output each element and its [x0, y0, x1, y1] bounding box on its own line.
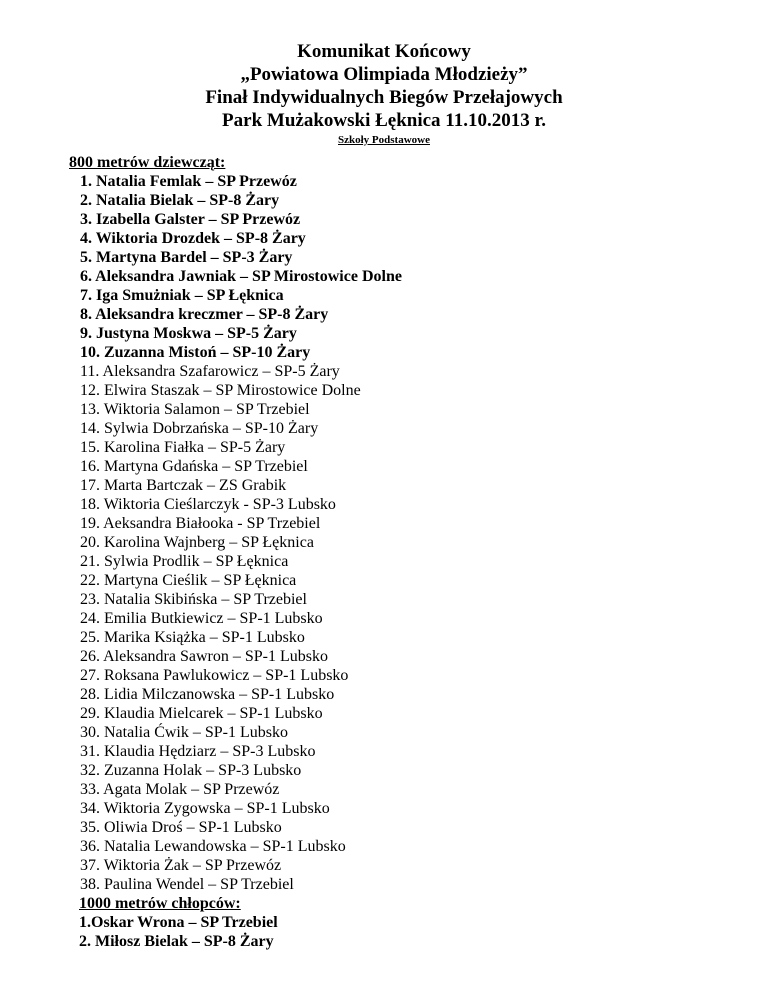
result-place: 25.: [80, 629, 100, 646]
result-item: [69, 552, 749, 571]
result-place: 23.: [80, 591, 100, 608]
result-place: 36.: [80, 838, 100, 855]
result-place: 8.: [80, 306, 92, 323]
result-athlete-school: Zuzanna Mistoń – SP-10 Żary: [104, 344, 311, 361]
result-athlete-school: Martyna Gdańska – SP Trzebiel: [104, 458, 308, 475]
result-place: 29.: [80, 705, 100, 722]
result-place: 1.: [80, 173, 92, 190]
result-place: 38.: [80, 876, 100, 893]
result-item: [69, 191, 749, 210]
result-place: 6.: [80, 268, 92, 285]
result-athlete-school: Aleksandra Szafarowicz – SP-5 Żary: [102, 363, 340, 380]
result-item: [69, 381, 749, 400]
result-item: [69, 932, 749, 951]
result-item: [69, 324, 749, 343]
result-item: [69, 704, 749, 723]
event-location-date: Park Mużakowski Łęknica 11.10.2013 r.: [222, 110, 546, 131]
result-athlete-school: Iga Smużniak – SP Łęknica: [96, 287, 284, 304]
result-athlete-school: Emilia Butkiewicz – SP-1 Lubsko: [104, 610, 323, 627]
result-place: 1.: [79, 914, 91, 931]
result-item: [69, 305, 749, 324]
result-place: 19.: [80, 515, 100, 532]
result-place: 17.: [80, 477, 100, 494]
document-header: [0, 40, 768, 147]
result-item: [69, 685, 749, 704]
result-place: 2.: [80, 192, 92, 209]
result-place: 15.: [80, 439, 100, 456]
result-athlete-school: Natalia Lewandowska – SP-1 Lubsko: [104, 838, 346, 855]
result-place: 5.: [80, 249, 92, 266]
result-item: [69, 229, 749, 248]
result-item: [69, 343, 749, 362]
result-place: 32.: [80, 762, 100, 779]
result-item: [69, 609, 749, 628]
result-athlete-school: Aeksandra Białooka - SP Trzebiel: [103, 515, 321, 532]
result-place: 9.: [80, 325, 92, 342]
result-place: 30.: [80, 724, 100, 741]
result-item: [69, 210, 749, 229]
result-item: [69, 495, 749, 514]
result-athlete-school: Natalia Femlak – SP Przewóz: [96, 173, 297, 190]
result-athlete-school: Wiktoria Cieślarczyk - SP-3 Lubsko: [103, 496, 336, 513]
result-place: 2.: [79, 933, 91, 950]
event-subtitle: Finał Indywidualnych Biegów Przełajowych: [205, 87, 563, 108]
result-item: [69, 818, 749, 837]
result-athlete-school: Aleksandra Jawniak – SP Mirostowice Dolne: [95, 268, 402, 285]
result-item: [69, 267, 749, 286]
boys-section-title: 1000 metrów chłopców:: [79, 895, 241, 912]
result-athlete-school: Paulina Wendel – SP Trzebiel: [104, 876, 294, 893]
result-athlete-school: Klaudia Hędziarz – SP-3 Lubsko: [104, 743, 316, 760]
result-athlete-school: Wiktoria Salamon – SP Trzebiel: [103, 401, 310, 418]
result-place: 7.: [80, 287, 92, 304]
result-item: [69, 913, 749, 932]
result-item: [69, 723, 749, 742]
result-athlete-school: Oskar Wrona – SP Trzebiel: [91, 914, 278, 931]
result-athlete-school: Natalia Skibińska – SP Trzebiel: [104, 591, 307, 608]
result-item: [69, 533, 749, 552]
result-athlete-school: Zuzanna Holak – SP-3 Lubsko: [104, 762, 302, 779]
result-athlete-school: Sylwia Dobrzańska – SP-10 Żary: [104, 420, 319, 437]
event-name: „Powiatowa Olimpiada Młodzieży”: [240, 64, 528, 85]
result-place: 37.: [80, 857, 100, 874]
result-athlete-school: Aleksandra Sawron – SP-1 Lubsko: [103, 648, 328, 665]
result-athlete-school: Roksana Pawlukowicz – SP-1 Lubsko: [104, 667, 349, 684]
result-athlete-school: Lidia Milczanowska – SP-1 Lubsko: [104, 686, 335, 703]
result-place: 16.: [80, 458, 100, 475]
girls-section-title: 800 metrów dziewcząt:: [69, 154, 226, 171]
result-place: 12.: [80, 382, 100, 399]
result-athlete-school: Wiktoria Żak – SP Przewóz: [103, 857, 282, 874]
result-place: 13.: [80, 401, 100, 418]
results-content: [69, 153, 749, 951]
result-item: [69, 514, 749, 533]
result-athlete-school: Wiktoria Zygowska – SP-1 Lubsko: [103, 800, 330, 817]
result-place: 18.: [80, 496, 100, 513]
result-item: [69, 837, 749, 856]
result-place: 10.: [80, 344, 100, 361]
result-item: [69, 856, 749, 875]
result-item: [69, 628, 749, 647]
result-athlete-school: Elwira Staszak – SP Mirostowice Dolne: [104, 382, 361, 399]
result-place: 4.: [80, 230, 92, 247]
boys-results-list: [69, 913, 749, 951]
result-place: 22.: [80, 572, 100, 589]
result-athlete-school: Martyna Cieślik – SP Łęknica: [104, 572, 297, 589]
result-place: 3.: [80, 211, 92, 228]
result-place: 31.: [80, 743, 100, 760]
result-item: [69, 571, 749, 590]
result-item: [69, 419, 749, 438]
result-place: 33.: [80, 781, 100, 798]
result-athlete-school: Marika Książka – SP-1 Lubsko: [104, 629, 305, 646]
result-item: [69, 362, 749, 381]
result-item: [69, 761, 749, 780]
result-place: 21.: [80, 553, 100, 570]
result-athlete-school: Oliwia Droś – SP-1 Lubsko: [104, 819, 282, 836]
result-item: [69, 400, 749, 419]
result-item: [69, 438, 749, 457]
document-title: Komunikat Końcowy: [297, 41, 471, 62]
result-item: [69, 780, 749, 799]
school-category: Szkoły Podstawowe: [338, 134, 430, 146]
result-place: 20.: [80, 534, 100, 551]
result-item: [69, 666, 749, 685]
result-place: 24.: [80, 610, 100, 627]
result-athlete-school: Natalia Bielak – SP-8 Żary: [96, 192, 280, 209]
result-athlete-school: Sylwia Prodlik – SP Łęknica: [104, 553, 289, 570]
result-item: [69, 647, 749, 666]
result-item: [69, 457, 749, 476]
result-athlete-school: Aleksandra kreczmer – SP-8 Żary: [95, 306, 329, 323]
result-athlete-school: Justyna Moskwa – SP-5 Żary: [96, 325, 297, 342]
result-place: 34.: [80, 800, 100, 817]
result-item: [69, 476, 749, 495]
result-item: [69, 590, 749, 609]
result-place: 27.: [80, 667, 100, 684]
result-item: [69, 172, 749, 191]
result-item: [69, 875, 749, 894]
result-athlete-school: Karolina Fiałka – SP-5 Żary: [104, 439, 286, 456]
result-item: [69, 799, 749, 818]
result-athlete-school: Marta Bartczak – ZS Grabik: [104, 477, 287, 494]
result-athlete-school: Natalia Ćwik – SP-1 Lubsko: [104, 724, 288, 741]
result-athlete-school: Martyna Bardel – SP-3 Żary: [96, 249, 293, 266]
result-athlete-school: Wiktoria Drozdek – SP-8 Żary: [95, 230, 306, 247]
girls-results-list: [69, 172, 749, 894]
result-place: 28.: [80, 686, 100, 703]
result-item: [69, 286, 749, 305]
result-item: [69, 248, 749, 267]
result-place: 26.: [80, 648, 100, 665]
result-athlete-school: Agata Molak – SP Przewóz: [103, 781, 280, 798]
result-athlete-school: Izabella Galster – SP Przewóz: [96, 211, 301, 228]
result-item: [69, 742, 749, 761]
result-athlete-school: Karolina Wajnberg – SP Łęknica: [104, 534, 314, 551]
result-place: 14.: [80, 420, 100, 437]
result-athlete-school: Miłosz Bielak – SP-8 Żary: [95, 933, 274, 950]
result-place: 35.: [80, 819, 100, 836]
result-place: 11.: [80, 363, 100, 380]
result-athlete-school: Klaudia Mielcarek – SP-1 Lubsko: [104, 705, 323, 722]
